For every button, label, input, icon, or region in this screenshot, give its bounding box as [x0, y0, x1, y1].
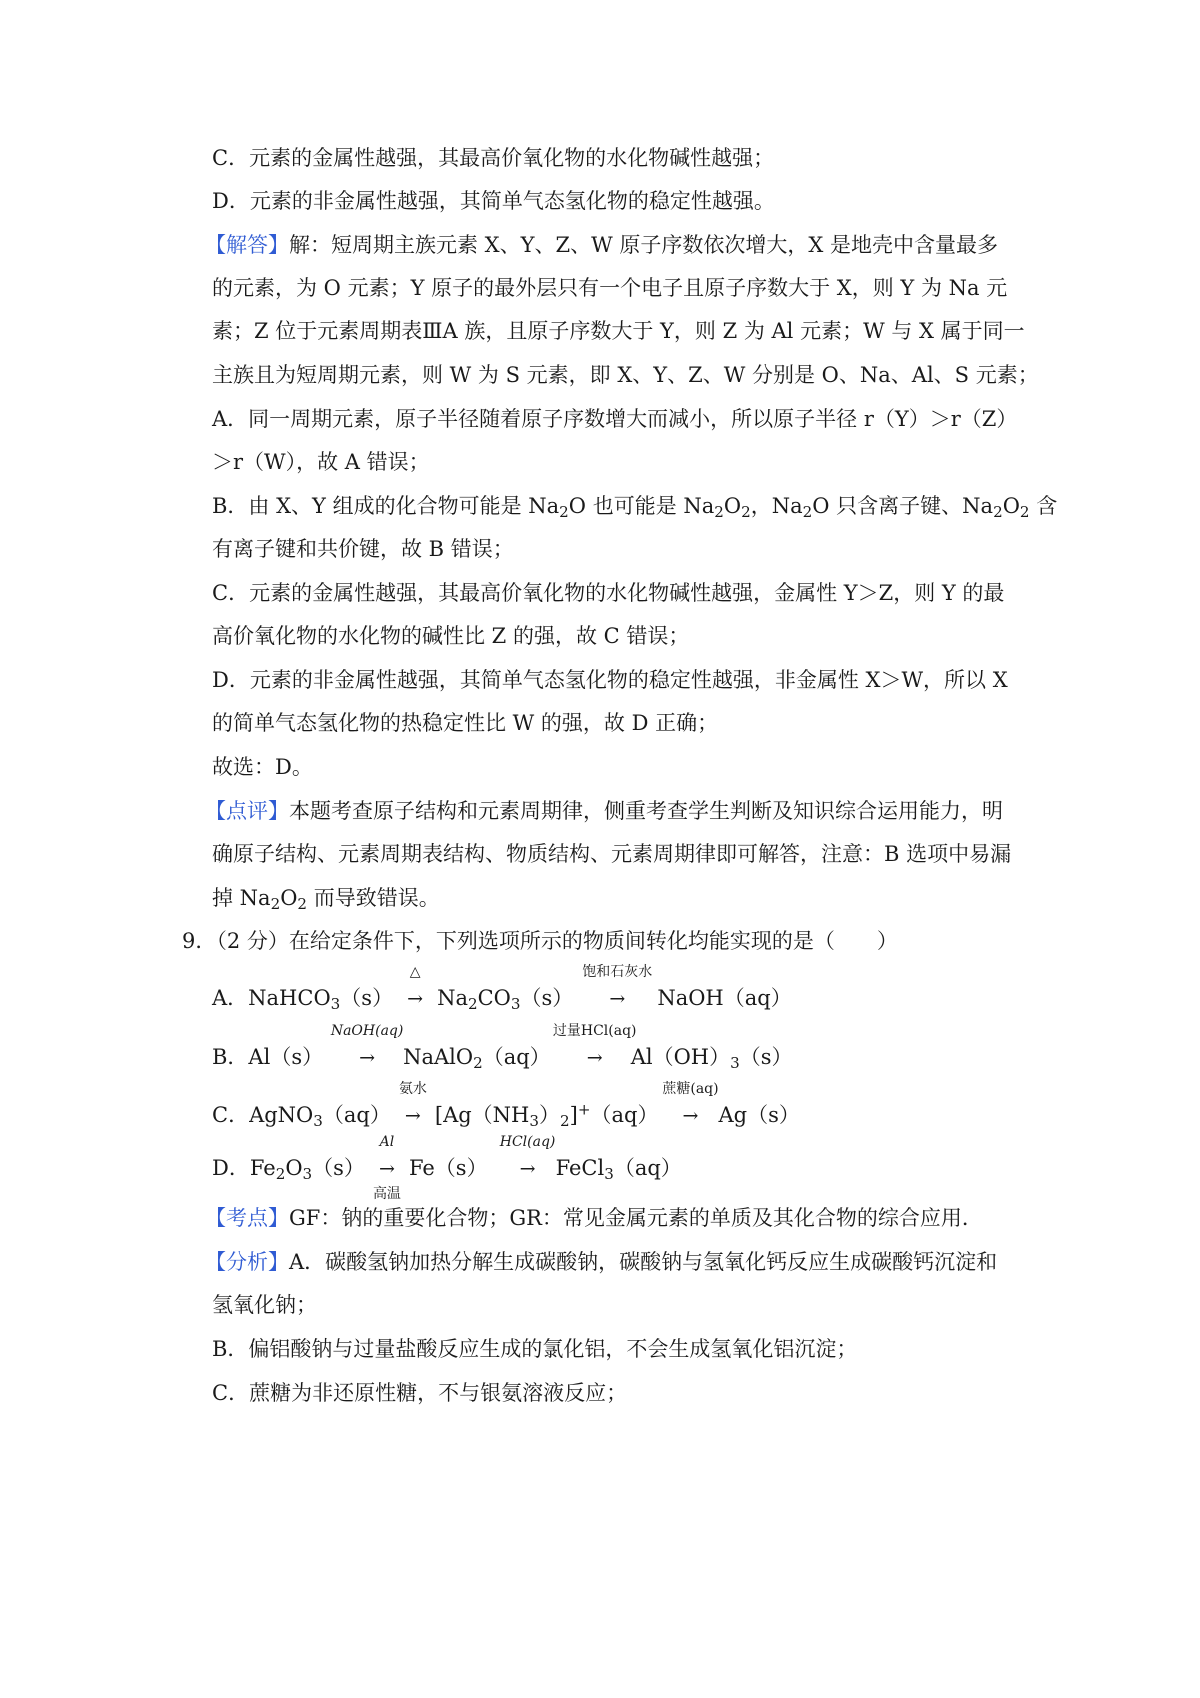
fenxi-b: B．偏铝酸钠与过量盐酸反应生成的氯化铝，不会生成氢氧化铝沉淀；: [212, 1337, 858, 1361]
answer-c-2: 高价氧化物的水化物的碱性比 Z 的强，故 C 错误；: [212, 624, 690, 648]
fenxi-tag: 【分析】: [205, 1250, 289, 1274]
prev-option-d: D．元素的非金属性越强，其简单气态氢化物的稳定性越强。: [212, 189, 775, 213]
question-9-stem: 9．（2 分）在给定条件下，下列选项所示的物质间转化均能实现的是（ ）: [182, 929, 898, 953]
answer-d-1: D．元素的非金属性越强，其简单气态氢化物的稳定性越强，非金属性 X＞W，所以 X: [212, 668, 1008, 692]
arrow-excess-hcl: 过量HCl(aq) →: [552, 1023, 637, 1069]
answer-line-1: [205, 230, 998, 260]
prev-option-c: C．元素的金属性越强，其最高价氧化物的水化物碱性越强；: [212, 146, 775, 170]
arrow-heat: △ →: [407, 964, 424, 1010]
fenxi-c: C．蔗糖为非还原性糖，不与银氨溶液反应；: [212, 1381, 628, 1405]
fenxi-line-1: 【分析】A．碳酸氢钠加热分解生成碳酸钠，碳酸钠与氢氧化钙反应生成碳酸钙沉淀和: [205, 1250, 998, 1274]
answer-b-pre: B．由 X、Y 组成的化合物可能是 Na: [212, 494, 560, 518]
answer-c-1: C．元素的金属性越强，其最高价氧化物的水化物碱性越强，金属性 Y＞Z，则 Y 的最: [212, 581, 1005, 605]
kaodian-tag: 【考点】: [205, 1206, 289, 1230]
arrow-limewater: 饱和石灰水 →: [582, 964, 653, 1010]
arrow-al-high-temp: Al → 高温: [372, 1134, 401, 1202]
kaodian-line: 【考点】GF：钠的重要化合物；GR：常见金属元素的单质及其化合物的综合应用．: [205, 1206, 983, 1230]
answer-select: 故选：D。: [212, 755, 313, 779]
option-a: A．NaHCO$_3$（s） △ → $Na_2CO_3(s)$ 饱和石灰水 → NaOH（aq）: [212, 964, 792, 1014]
comment-tag: 【点评】: [205, 799, 289, 823]
comment-line-2: 确原子结构、元素周期表结构、物质结构、元素周期律即可解答，注意：B 选项中易漏: [212, 842, 1012, 866]
comment-line-3: 掉 $Na_2O_2$ 而导致错误。: [212, 886, 440, 914]
option-d: D．$Fe_2O_3(s)$ Al → 高温 Fe（s） HCl(aq) → FeCl$_3$（aq）: [212, 1134, 682, 1202]
comment-line-1: 【点评】本题考查原子结构和元素周期律，侧重考查学生判断及知识综合运用能力，明: [205, 799, 1003, 823]
answer-d-2: 的简单气态氢化物的热稳定性比 W 的强，故 D 正确；: [212, 711, 719, 735]
answer-b-1: B．由 X、Y 组成的化合物可能是 $Na_2O$ 也可能是 $Na_2O_2$，$Na_2O$ 只含离子键、$Na_2O_2$ 含: [212, 494, 1058, 522]
answer-a-1: A．同一周期元素，原子半径随着原子序数增大而减小，所以原子半径 r（Y）＞r（Z）: [212, 407, 1018, 431]
answer-text: 解：短周期主族元素 X、Y、Z、W 原子序数依次增大，X 是地壳中含量最多: [289, 233, 998, 257]
answer-b-2: 有离子键和共价键，故 B 错误；: [212, 537, 514, 561]
answer-line-3: 素；Z 位于元素周期表ⅢA 族，且原子序数大于 Y，则 Z 为 Al 元素；W 与 X 属于同一: [212, 319, 1025, 343]
option-b: B．Al（s） NaOH(aq) → NaAlO$_2$（aq） 过量HCl(aq) → $Al(OH)_3(s)$: [212, 1023, 793, 1073]
answer-a-2: ＞r（W），故 A 错误；: [212, 450, 430, 474]
fenxi-line-2: 氢氧化钠；: [212, 1293, 317, 1317]
arrow-ammonia: 氨水 →: [398, 1081, 427, 1127]
arrow-hcl: HCl(aq) →: [499, 1134, 556, 1180]
answer-line-4: 主族且为短周期元素，则 W 为 S 元素，即 X、Y、Z、W 分别是 O、Na、Al、S 元素；: [212, 363, 1039, 387]
answer-tag: 【解答】: [205, 233, 289, 257]
arrow-sucrose: 蔗糖(aq) →: [662, 1081, 719, 1127]
arrow-naoh: NaOH(aq) →: [330, 1023, 404, 1069]
option-c: C．AgNO$_3$（aq） 氨水 → $[Ag(NH_3)_2]^+(aq)$ 蔗糖(aq) → Ag（s）: [212, 1081, 800, 1131]
answer-line-2: 的元素，为 O 元素；Y 原子的最外层只有一个电子且原子序数大于 X，则 Y 为 Na 元: [212, 276, 1008, 300]
